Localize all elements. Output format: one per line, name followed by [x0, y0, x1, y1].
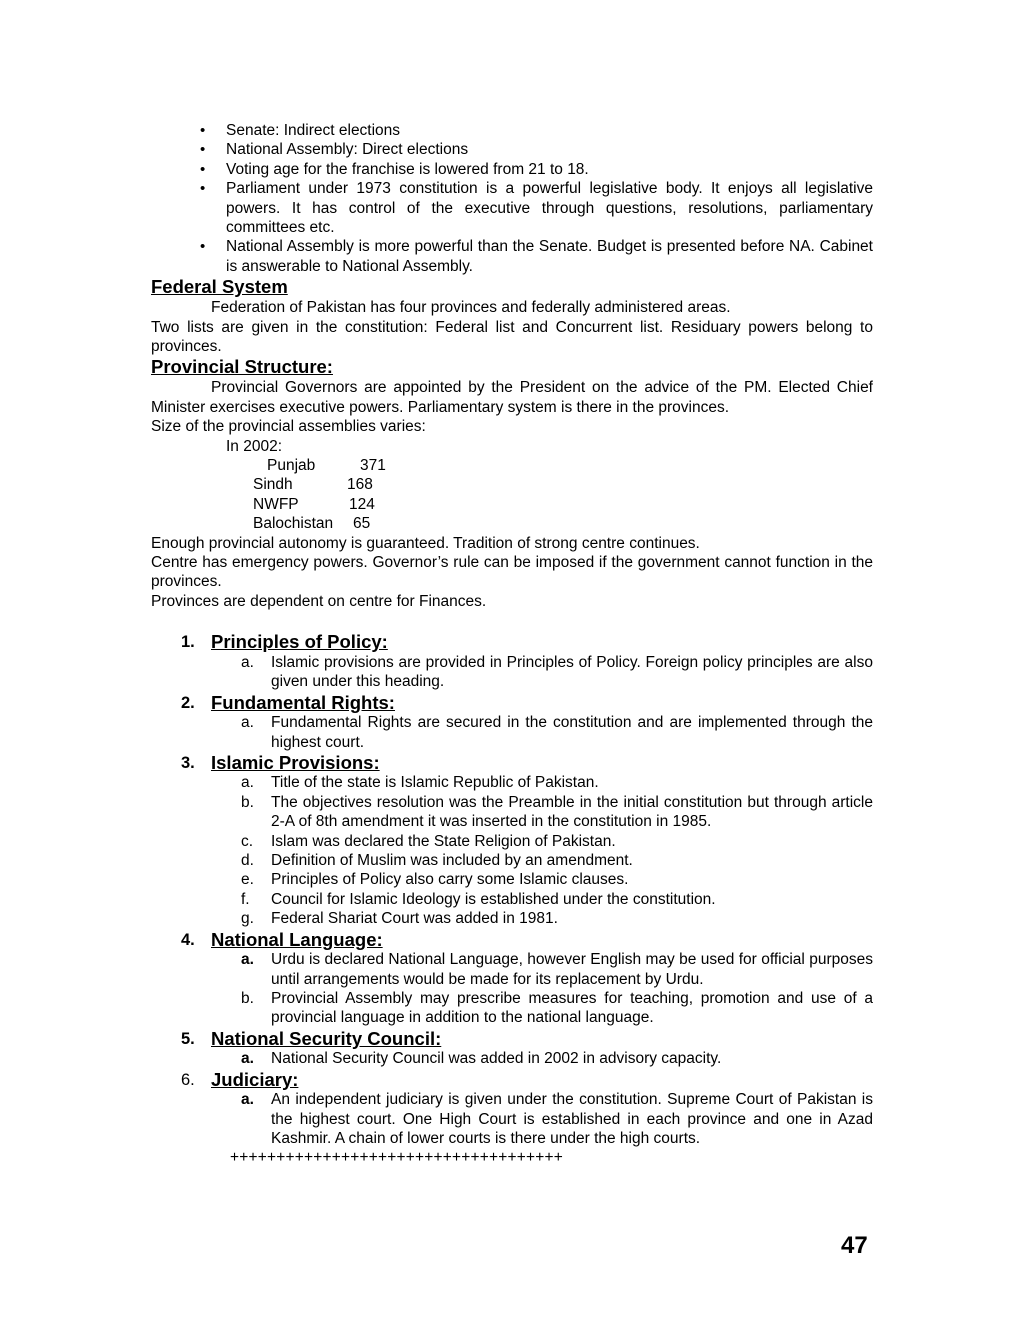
item-letter: g. — [241, 910, 254, 928]
item-text: Urdu is declared National Language, however English may be used for official purposes until arrangements would be made for its replacement by Urdu. — [271, 951, 873, 988]
section-national-security-council — [151, 1028, 873, 1069]
bullet-icon: • — [200, 180, 206, 198]
province-name: NWFP — [253, 495, 299, 513]
item-text: National Security Council was added in 2002 in advisory capacity. — [271, 1050, 722, 1068]
section-title: National Language: — [211, 928, 383, 950]
section-number: 6. — [181, 1070, 195, 1089]
province-seats: 168 — [347, 476, 373, 494]
section-items — [211, 950, 873, 1028]
section-number: 2. — [181, 693, 195, 712]
section-title: Judiciary: — [211, 1068, 299, 1090]
section-title: Islamic Provisions: — [211, 751, 380, 773]
bullet-list — [151, 121, 873, 276]
item-text: Fundamental Rights are secured in the constitution and are implemented through the highest court. — [271, 714, 873, 751]
section-items — [211, 713, 873, 752]
section-national-language — [151, 929, 873, 1028]
province-name: Punjab — [267, 457, 316, 475]
item-letter: a. — [241, 774, 254, 792]
list-item — [211, 832, 873, 851]
item-letter: b. — [241, 989, 254, 1007]
document-body — [151, 121, 873, 1168]
section-number: 1. — [181, 633, 195, 652]
section-number: 3. — [181, 753, 195, 772]
provincial-paragraph-3: Enough provincial autonomy is guaranteed. Tradition of strong centre continues. — [151, 534, 700, 552]
item-letter: d. — [241, 852, 254, 870]
section-title: Principles of Policy: — [211, 631, 388, 653]
item-letter: f. — [241, 890, 250, 908]
list-item — [151, 179, 873, 237]
section-title: Fundamental Rights: — [211, 691, 395, 713]
bullet-icon: • — [200, 122, 206, 139]
item-letter: b. — [241, 793, 254, 811]
province-seats: 371 — [360, 457, 386, 475]
spacer — [151, 611, 873, 631]
federal-paragraph-1: Federation of Pakistan has four provinces and federally administered areas. — [211, 299, 731, 317]
list-item — [211, 989, 873, 1028]
item-text: Federal Shariat Court was added in 1981. — [271, 910, 558, 928]
separator-line: ++++++++++++++++++++++++++++++++++++ — [230, 1149, 564, 1167]
item-letter: e. — [241, 871, 254, 889]
item-text: Islam was declared the State Religion of Pakistan. — [271, 832, 616, 850]
provincial-structure-heading: Provincial Structure: — [151, 356, 333, 378]
assembly-row — [151, 456, 873, 475]
list-item — [211, 713, 873, 752]
assembly-size-list — [151, 456, 873, 534]
list-item — [211, 890, 873, 909]
section-items — [211, 1090, 873, 1148]
bullet-text: Senate: Indirect elections — [226, 122, 401, 139]
list-item — [211, 1090, 873, 1148]
item-letter: a. — [241, 951, 254, 969]
list-item — [211, 950, 873, 989]
section-items — [211, 653, 873, 692]
assembly-row — [151, 514, 873, 533]
bullet-text: National Assembly: Direct elections — [226, 141, 469, 159]
assembly-row — [151, 475, 873, 494]
section-islamic-provisions — [151, 752, 873, 929]
section-items — [211, 773, 873, 928]
provincial-paragraph-5: Provinces are dependent on centre for Finances. — [151, 592, 487, 610]
bullet-icon: • — [200, 160, 206, 178]
item-text: The objectives resolution was the Preamble in the initial constitution but through article 2-A of 8th amendment it was inserted in the constitution in 1985. — [271, 793, 873, 831]
bullet-icon: • — [200, 238, 206, 256]
item-letter: a. — [241, 1091, 254, 1109]
province-seats: 124 — [349, 495, 375, 513]
section-number: 5. — [181, 1029, 195, 1048]
section-number: 4. — [181, 930, 195, 949]
provincial-paragraph-4: Centre has emergency powers. Governor’s rule can be imposed if the government cannot function in the provinces. — [151, 554, 873, 591]
list-item — [211, 653, 873, 692]
list-item — [151, 121, 873, 140]
list-item — [211, 793, 873, 832]
bullet-text: Parliament under 1973 constitution is a powerful legislative body. It enjoys all legislative powers. It has control of the executive through questions, resolutions, parliamentary committees etc. — [226, 180, 873, 237]
item-text: Council for Islamic Ideology is established under the constitution. — [271, 890, 716, 908]
item-letter: a. — [241, 653, 254, 671]
province-seats: 65 — [353, 515, 371, 533]
province-name: Sindh — [253, 476, 293, 494]
province-name: Balochistan — [253, 515, 334, 533]
list-item — [151, 160, 873, 179]
section-judiciary — [151, 1069, 873, 1149]
page-number: 47 — [841, 1232, 868, 1259]
item-letter: c. — [241, 832, 254, 850]
section-items — [211, 1049, 873, 1068]
list-item — [211, 909, 873, 928]
item-letter: a. — [241, 1050, 254, 1068]
bullet-text: Voting age for the franchise is lowered from 21 to 18. — [226, 160, 589, 178]
item-text: An independent judiciary is given under the constitution. Supreme Court of Pakistan is the highest court. One High Court is established in each province and one in Azad Kashmir. A chain of lower courts is there under the high courts. — [271, 1091, 873, 1147]
numbered-sections — [151, 631, 873, 1148]
section-title: National Security Council: — [211, 1027, 442, 1049]
list-item — [151, 140, 873, 159]
provincial-paragraph-1: Provincial Governors are appointed by the President on the advice of the PM. Elected Chief Minister exercises executive powers. Parliamentary system is there in the provinces. — [151, 379, 873, 416]
item-text: Definition of Muslim was included by an amendment. — [271, 852, 633, 870]
list-item — [151, 237, 873, 276]
bullet-text: National Assembly is more powerful than the Senate. Budget is presented before NA. Cabinet is answerable to National Assembly. — [226, 238, 873, 275]
assembly-row — [151, 495, 873, 514]
federal-paragraph-2: Two lists are given in the constitution: Federal list and Concurrent list. Residuary powers belong to provinces. — [151, 318, 873, 356]
item-text: Title of the state is Islamic Republic of Pakistan. — [271, 774, 599, 792]
item-letter: a. — [241, 714, 254, 732]
section-principles-of-policy — [151, 631, 873, 691]
section-fundamental-rights — [151, 692, 873, 752]
list-item — [211, 1049, 873, 1068]
item-text: Islamic provisions are provided in Principles of Policy. Foreign policy principles are also given under this heading. — [271, 653, 873, 691]
item-text: Provincial Assembly may prescribe measures for teaching, promotion and use of a provincial language in addition to the national language. — [271, 989, 873, 1027]
list-item — [211, 870, 873, 889]
provincial-paragraph-2: Size of the provincial assemblies varies: — [151, 418, 426, 436]
item-text: Principles of Policy also carry some Islamic clauses. — [271, 871, 629, 889]
federal-system-heading: Federal System — [151, 276, 288, 298]
list-item — [211, 773, 873, 792]
year-label: In 2002: — [226, 437, 283, 455]
list-item — [211, 851, 873, 870]
bullet-icon: • — [200, 141, 206, 159]
